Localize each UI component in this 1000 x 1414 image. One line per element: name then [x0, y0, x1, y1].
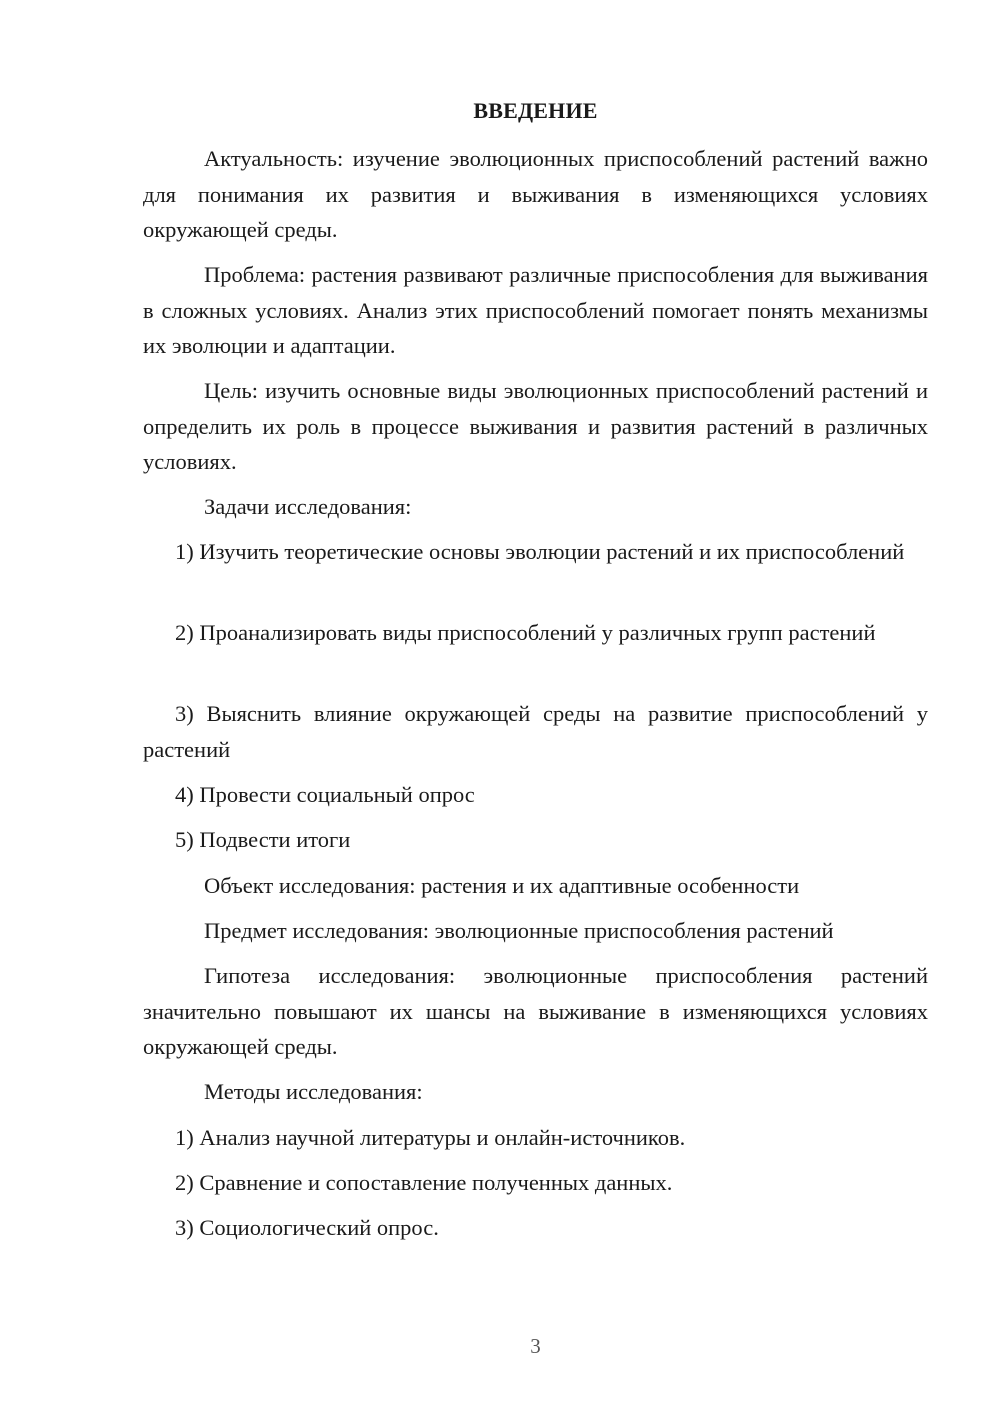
hypothesis-paragraph: Гипотеза исследования: эволюционные приспособления растений значительно повышают их шансы на выживание в изменяющихся условиях окружающей среды.	[143, 963, 928, 1060]
subject-line: Предмет исследования: эволюционные приспособления растений	[204, 918, 834, 943]
task-item: 4) Провести социальный опрос	[175, 782, 475, 807]
methods-heading: Методы исследования:	[204, 1079, 423, 1104]
page-number: 3	[530, 1334, 541, 1358]
task-item: 5) Подвести итоги	[175, 827, 351, 852]
task-item: 1) Изучить теоретические основы эволюции растений и их приспособлений	[175, 539, 905, 564]
problem-paragraph: Проблема: растения развивают различные приспособления для выживания в сложных условиях. Анализ этих приспособлений помогает понять механизмы их эволюции и адаптации.	[143, 262, 928, 359]
method-item: 2) Сравнение и сопоставление полученных данных.	[175, 1170, 673, 1195]
task-item: 3) Выяснить влияние окружающей среды на развитие приспособлений у растений	[143, 701, 928, 762]
method-item: 3) Социологический опрос.	[175, 1215, 439, 1240]
task-item: 2) Проанализировать виды приспособлений у различных групп растений	[175, 620, 876, 645]
page-title: ВВЕДЕНИЕ	[473, 98, 598, 123]
relevance-paragraph: Актуальность: изучение эволюционных приспособлений растений важно для понимания их развития и выживания в изменяющихся условиях окружающей среды.	[143, 146, 928, 243]
document-page	[143, 0, 928, 1414]
tasks-heading: Задачи исследования:	[204, 494, 412, 519]
goal-paragraph: Цель: изучить основные виды эволюционных приспособлений растений и определить их роль в процессе выживания и развития растений в различных условиях.	[143, 378, 928, 475]
method-item: 1) Анализ научной литературы и онлайн-источников.	[175, 1125, 686, 1150]
object-line: Объект исследования: растения и их адаптивные особенности	[204, 873, 800, 898]
